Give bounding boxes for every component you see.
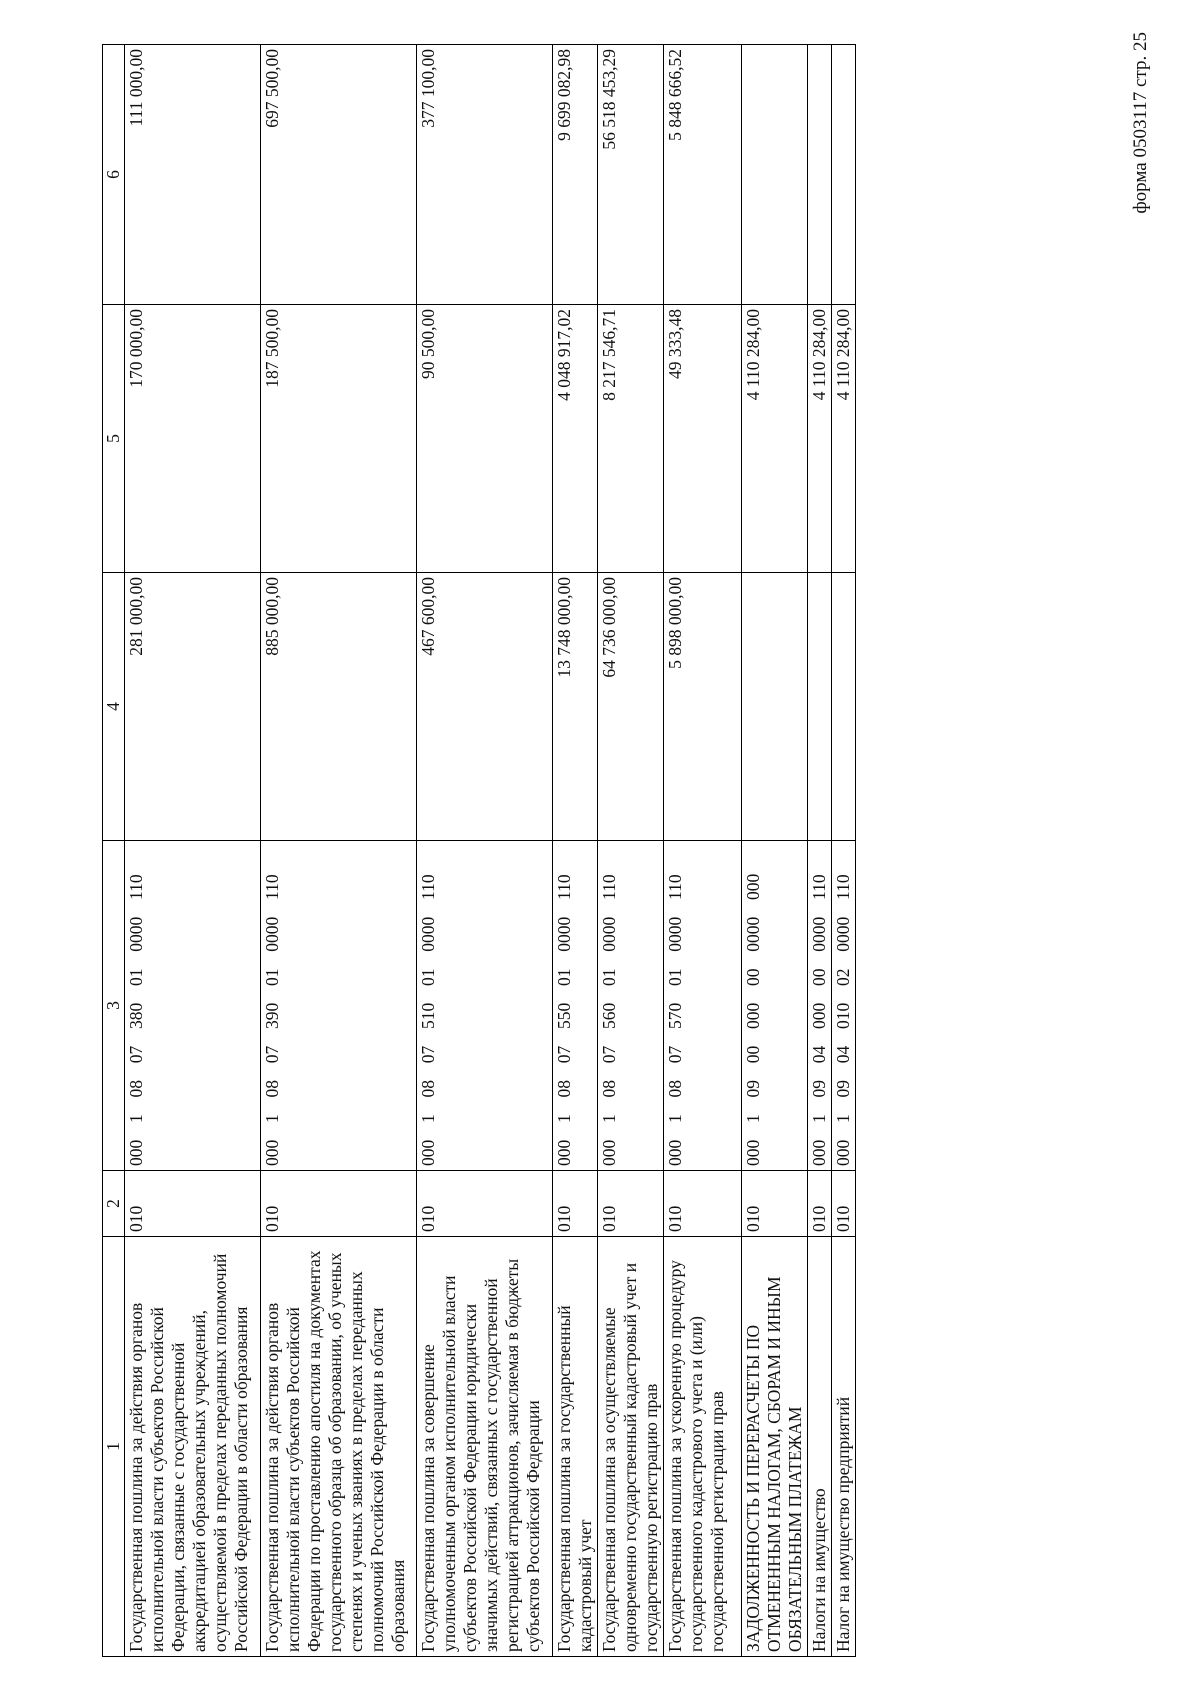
row-executed-amount: 4 048 917,02: [553, 305, 598, 573]
table-row: [125, 45, 261, 1657]
row-executed-amount: 8 217 546,71: [598, 305, 664, 573]
column-header-1: 1: [103, 1237, 125, 1657]
row-remaining-amount: [832, 45, 856, 305]
row-executed-amount: 187 500,00: [261, 305, 417, 573]
row-name: Налог на имущество предприятий: [832, 1237, 856, 1657]
column-header-4: 4: [103, 573, 125, 841]
table-row: [553, 45, 598, 1657]
header-row: [103, 45, 125, 1657]
row-planned-amount: 281 000,00: [125, 573, 261, 841]
row-budget-code: 000 1 08 07 390 01 0000 110: [261, 841, 417, 1171]
row-budget-code: 000 1 09 00 000 00 0000 000: [742, 841, 808, 1171]
row-planned-amount: [742, 573, 808, 841]
row-line-code: 010: [808, 1171, 832, 1237]
row-executed-amount: 170 000,00: [125, 305, 261, 573]
column-header-3: 3: [103, 841, 125, 1171]
table-row: [664, 45, 742, 1657]
row-name: Государственная пошлина за государственный кадастровый учет: [553, 1237, 598, 1657]
row-planned-amount: 13 748 000,00: [553, 573, 598, 841]
row-line-code: 010: [832, 1171, 856, 1237]
row-planned-amount: 467 600,00: [417, 573, 553, 841]
row-planned-amount: 5 898 000,00: [664, 573, 742, 841]
row-remaining-amount: [808, 45, 832, 305]
row-remaining-amount: 5 848 666,52: [664, 45, 742, 305]
table-row: [598, 45, 664, 1657]
table-row: [742, 45, 808, 1657]
row-name: Государственная пошлина за ускоренную процедуру государственного кадастрового учета и (или) государственной регистрации прав: [664, 1237, 742, 1657]
row-remaining-amount: [742, 45, 808, 305]
table-row: [417, 45, 553, 1657]
row-executed-amount: 90 500,00: [417, 305, 553, 573]
report-table: [102, 44, 856, 1657]
table-row: [808, 45, 832, 1657]
row-name: Государственная пошлина за действия органов исполнительной власти субъектов Российской Федерации по проставлению апостиля на документах государственного образца об образовании, об ученых степенях и ученых званиях в пределах переданных полномочий Российской Федерации в области образования: [261, 1237, 417, 1657]
row-budget-code: 000 1 08 07 510 01 0000 110: [417, 841, 553, 1171]
row-line-code: 010: [553, 1171, 598, 1237]
column-header-2: 2: [103, 1171, 125, 1237]
row-budget-code: 000 1 08 07 570 01 0000 110: [664, 841, 742, 1171]
table-body: [125, 45, 856, 1657]
row-executed-amount: 4 110 284,00: [742, 305, 808, 573]
row-line-code: 010: [417, 1171, 553, 1237]
table-row: [261, 45, 417, 1657]
row-budget-code: 000 1 09 04 000 00 0000 110: [808, 841, 832, 1171]
row-name: Государственная пошлина за совершение уполномоченным органом исполнительной власти субъектов Российской Федерации юридически значимых действий, связанных с государственной регистрацией аттракционов, зачисляемая в бюджеты субъектов Российской Федерации: [417, 1237, 553, 1657]
row-line-code: 010: [664, 1171, 742, 1237]
row-remaining-amount: 697 500,00: [261, 45, 417, 305]
row-name: Государственная пошлина за действия органов исполнительной власти субъектов Российской Федерации, связанные с государственной аккредитацией образовательных учреждений, осуществляемой в пределах переданных полномочий Российской Федерации в области образования: [125, 1237, 261, 1657]
row-executed-amount: 4 110 284,00: [832, 305, 856, 573]
column-header-5: 5: [103, 305, 125, 573]
row-planned-amount: [808, 573, 832, 841]
row-executed-amount: 4 110 284,00: [808, 305, 832, 573]
row-budget-code: 000 1 08 07 380 01 0000 110: [125, 841, 261, 1171]
row-remaining-amount: 111 000,00: [125, 45, 261, 305]
row-planned-amount: 885 000,00: [261, 573, 417, 841]
row-name: Налоги на имущество: [808, 1237, 832, 1657]
row-remaining-amount: 56 518 453,29: [598, 45, 664, 305]
row-executed-amount: 49 333,48: [664, 305, 742, 573]
row-remaining-amount: 377 100,00: [417, 45, 553, 305]
table-row: [832, 45, 856, 1657]
column-header-6: 6: [103, 45, 125, 305]
row-remaining-amount: 9 699 082,98: [553, 45, 598, 305]
row-planned-amount: [832, 573, 856, 841]
row-line-code: 010: [261, 1171, 417, 1237]
row-line-code: 010: [742, 1171, 808, 1237]
row-name: Государственная пошлина за осуществляемые одновременно государственный кадастровый учет и государственную регистрацию прав: [598, 1237, 664, 1657]
row-budget-code: 000 1 08 07 550 01 0000 110: [553, 841, 598, 1171]
row-budget-code: 000 1 08 07 560 01 0000 110: [598, 841, 664, 1171]
row-budget-code: 000 1 09 04 010 02 0000 110: [832, 841, 856, 1171]
row-line-code: 010: [125, 1171, 261, 1237]
form-label: форма 0503117 стр. 25: [1130, 32, 1151, 214]
row-planned-amount: 64 736 000,00: [598, 573, 664, 841]
row-name: ЗАДОЛЖЕННОСТЬ И ПЕРЕРАСЧЕТЫ ПО ОТМЕНЕННЫМ НАЛОГАМ, СБОРАМ И ИНЫМ ОБЯЗАТЕЛЬНЫМ ПЛАТЕЖАМ: [742, 1237, 808, 1657]
row-line-code: 010: [598, 1171, 664, 1237]
